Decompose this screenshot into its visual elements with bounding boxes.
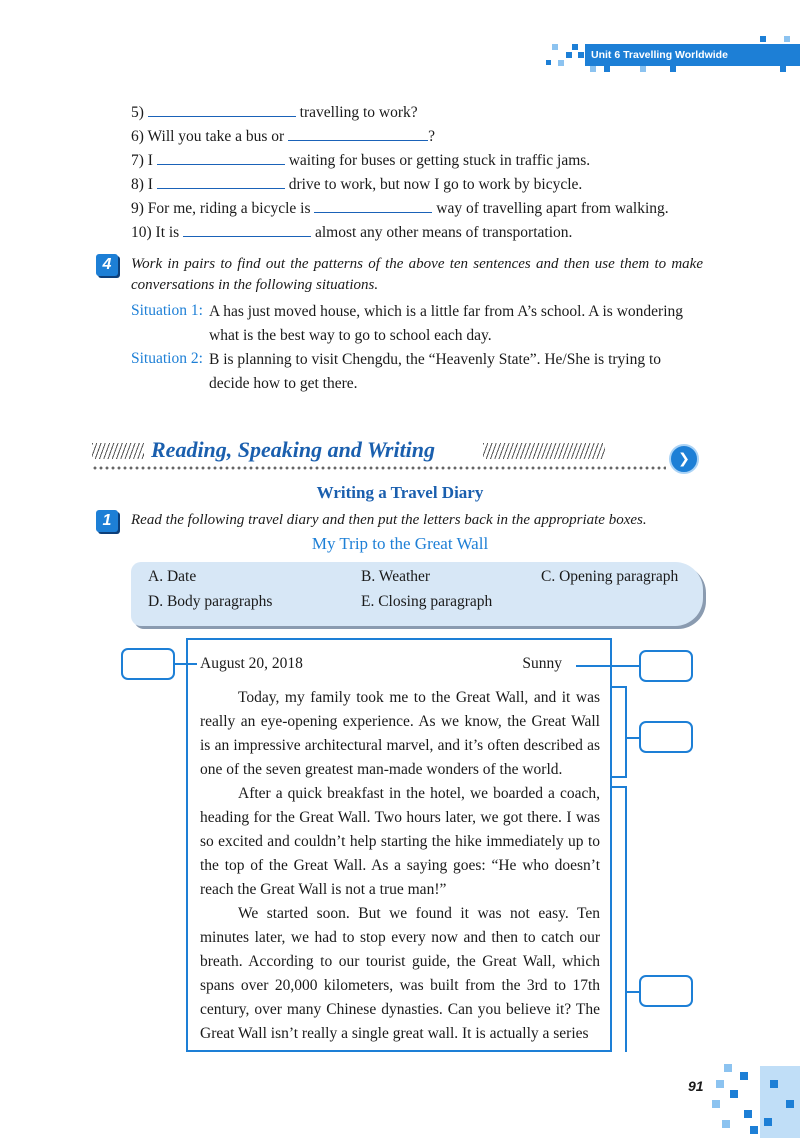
- bracket-line: [625, 786, 627, 1052]
- connector-line: [625, 737, 639, 739]
- option-item: A. Date: [148, 568, 197, 585]
- situation-label: Situation 2:: [131, 350, 203, 367]
- section-title: Reading, Speaking and Writing: [151, 437, 436, 462]
- hatch-decoration-left: [92, 443, 144, 459]
- answer-blank[interactable]: [183, 223, 311, 237]
- bracket-line: [625, 686, 627, 778]
- exercise-instruction: Read the following travel diary and then put the letters back in the appropriate boxes.: [131, 512, 647, 528]
- option-item: E. Closing paragraph: [361, 593, 493, 610]
- option-item: D. Body paragraphs: [148, 593, 273, 610]
- exercise-instruction: Work in pairs to find out the patterns of the above ten sentences and then use them to make conversations in the following situations.: [131, 256, 703, 293]
- bracket-line: [610, 686, 626, 688]
- answer-blank[interactable]: [148, 103, 296, 117]
- situation-text: B is planning to visit Chengdu, the “Heavenly State”. He/She is trying to decide how to get there.: [209, 351, 662, 392]
- options-box: [131, 562, 703, 626]
- diary-paragraph: We started soon. But we found it was not easy. Ten minutes later, we had to stop every now and then to catch our breath. According to our tourist guide, the Great Wall, which spans over 20,000 kilometers, was built from the 3rd to 17th century, over many Chinese dynasties. Can you believe it? The Great Wall isn’t really a single great wall. It is actually a series: [200, 905, 600, 1042]
- chevron-down-icon: ❯: [669, 444, 699, 474]
- situation-text: A has just moved house, which is a little far from A’s school. A is wondering what is the best way to go to school each day.: [209, 303, 683, 344]
- exercise-line: 10) It is almost any other means of transportation.: [131, 224, 573, 241]
- option-item: B. Weather: [361, 568, 431, 585]
- bracket-line: [610, 786, 626, 788]
- hatch-decoration-right: [483, 443, 605, 459]
- section-subtitle: Writing a Travel Diary: [316, 483, 484, 502]
- answer-box-body[interactable]: [639, 975, 693, 1007]
- dotted-divider: [92, 466, 666, 470]
- diary-title: My Trip to the Great Wall: [311, 534, 489, 553]
- bracket-line: [610, 776, 626, 778]
- answer-blank[interactable]: [157, 151, 285, 165]
- diary-date: August 20, 2018: [200, 655, 303, 672]
- connector-line: [625, 991, 639, 993]
- situation-label: Situation 1:: [131, 302, 203, 319]
- diary-paragraph: Today, my family took me to the Great Wall, and it was really an eye-opening experience. As we know, the Great Wall is an impressive architectural marvel, and it’s often described as one of the seven greatest man-made wonders of the world.: [200, 689, 600, 778]
- diary-paragraph: After a quick breakfast in the hotel, we boarded a coach, heading for the Great Wall. Two hours later, we got there. I was so excited and couldn’t help starting the hike immediately up to the top of the Great Wall. As a saying goes: “He who doesn’t reach the Great Wall is not a true man!”: [200, 785, 600, 898]
- exercise-line: 8) I drive to work, but now I go to work by bicycle.: [131, 176, 583, 193]
- option-item: C. Opening paragraph: [541, 568, 679, 585]
- page-number: 91: [688, 1078, 704, 1094]
- diary-box: [186, 638, 612, 1052]
- answer-blank[interactable]: [157, 175, 285, 189]
- answer-blank[interactable]: [314, 199, 432, 213]
- exercise-line: 6) Will you take a bus or ?: [131, 128, 435, 145]
- answer-box-opening[interactable]: [639, 721, 693, 753]
- exercise-line: 7) I waiting for buses or getting stuck in traffic jams.: [131, 152, 591, 169]
- exercise-number-badge: 1: [96, 510, 118, 532]
- answer-box-weather[interactable]: [639, 650, 693, 682]
- exercise-number-badge: 4: [96, 254, 118, 276]
- unit-header: Unit 6 Travelling Worldwide: [585, 44, 800, 66]
- diary-weather: Sunny: [522, 655, 562, 672]
- exercise-line: 9) For me, riding a bicycle is way of travelling apart from walking.: [131, 200, 669, 217]
- answer-box-date[interactable]: [121, 648, 175, 680]
- exercise-line: 5) travelling to work?: [131, 104, 418, 121]
- answer-blank[interactable]: [288, 127, 428, 141]
